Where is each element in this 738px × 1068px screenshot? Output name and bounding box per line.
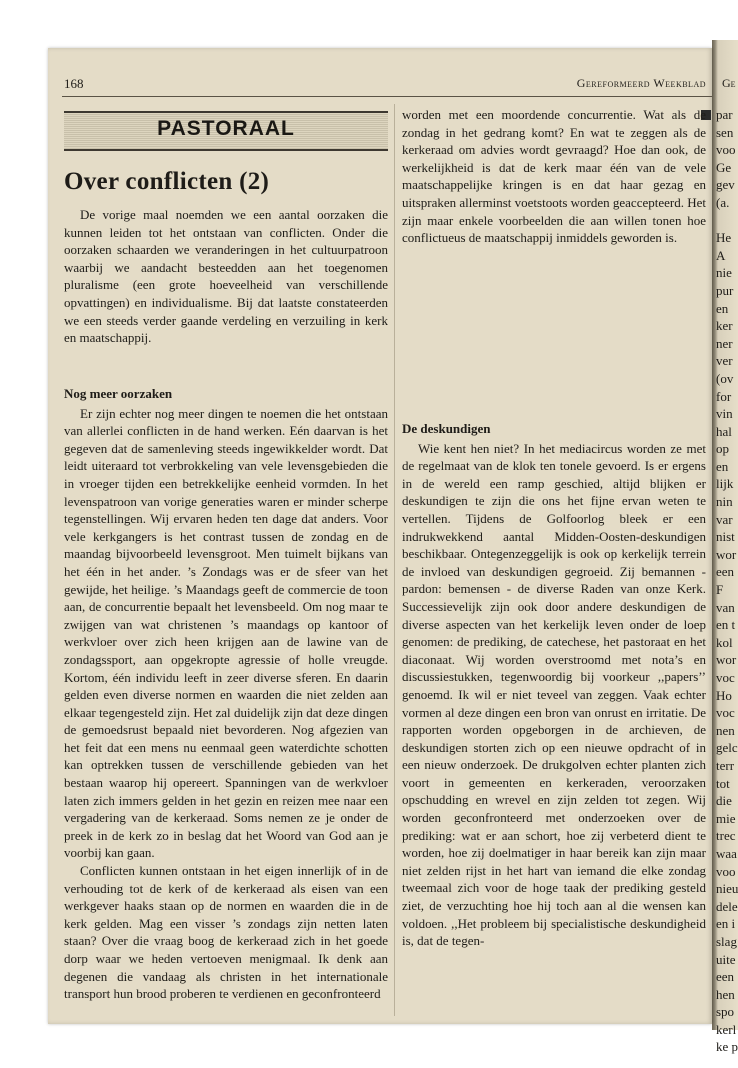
next-page-fragment: kol bbox=[716, 634, 733, 650]
next-page-fragment: voc bbox=[716, 705, 735, 721]
next-page-fragment: ver bbox=[716, 353, 733, 369]
next-page-fragment: waa bbox=[716, 845, 737, 861]
next-page-fragment: var bbox=[716, 511, 733, 527]
next-page-fragment: slag bbox=[716, 933, 737, 949]
next-page-fragment: vin bbox=[716, 406, 733, 422]
right-column bbox=[402, 420, 706, 950]
next-page-fragment: mie bbox=[716, 810, 736, 826]
next-page-fragment: for bbox=[716, 388, 732, 404]
running-head: Gereformeerd Weekblad bbox=[576, 76, 706, 90]
next-page-fragment: ner bbox=[716, 335, 733, 351]
next-page-fragment: terr bbox=[716, 757, 735, 773]
next-page-fragment: A bbox=[716, 247, 726, 263]
next-page-fragment: nieu bbox=[716, 881, 738, 897]
body-paragraph-experts: Wie kent hen niet? In het mediacircus worden ze met de regelmaat van de klok ten tonele gevoerd. Is er ergens in de wereld een ramp geschied, altijd blijken er deskundigen te zijn die ons het fijne ervan weten te vertellen. Tijdens de Golfoorlog bleek er een indrukwekkend aantal Midden-Oosten-deskundigen beschikbaar. Ontegenzeggelijk is ook op kerkelijk terrein de invloed van deskundigen gegroeid. Zij bemannen - pardon: bemensen - de diverse Raden van onze Kerk. Successievelijk zijn ook door andere deskundigen de diverse aspecten van het kerkelijk leven onder de loep genomen: de prediking, de catechese, het pastoraat en het diaconaat. Wij worden overstroomd met nota’s en discussiestukken, tegenwoordig bij voorkeur ,,papers’’ genoemd. Ik wil er niet teveel van zeggen. Vaak echter vormen al deze dingen een bron van onrust en irritatie. De rapporten worden opgeborgen in de archieven, de deskundigen storten zich op een nieuwe opdracht of in een nieuw onderzoek. De drukgolven echter planten zich voort in gemeenten en kerkeraden, veroorzaken opschudding en wrevel en zijn zelden tot zegen. Wij worden geconfronteerd met onderzoeken over de prediking: wat er aan schort, hoe zij verbeterd dient te worden, hoe zij doelmatiger in haar bereik kan zijn maar niet zelden rijst in het hart van iemand die elke zondag tweemaal zich voor de hoge taak der prediking gesteld ziet, de verzuchting hoe hij toch aan al die wensen kan voldoen. ,,Het probleem bij specialistische deskundigheid is, dat de tegen- bbox=[402, 440, 706, 949]
next-page-fragment: Ge bbox=[716, 159, 732, 175]
next-page-fragment: hen bbox=[716, 986, 735, 1002]
next-page-fragment: een bbox=[716, 564, 735, 580]
next-page-fragment: gev bbox=[716, 177, 735, 193]
subheading-more-causes: Nog meer oorzaken bbox=[64, 386, 173, 401]
next-page-fragment: op bbox=[716, 441, 729, 457]
page-number: 168 bbox=[64, 76, 84, 91]
next-page-fragment: nen bbox=[716, 722, 735, 738]
next-page-fragment: wor bbox=[716, 546, 737, 562]
next-page-fragment: en bbox=[716, 458, 729, 474]
next-page-fragment: sen bbox=[716, 124, 734, 140]
article-title: Over conflicten (2) bbox=[64, 168, 270, 195]
next-page-fragment: He bbox=[716, 230, 732, 246]
next-page-fragment: ker bbox=[716, 318, 733, 334]
next-page-fragment: ke p bbox=[716, 1039, 738, 1055]
header-rule bbox=[62, 96, 712, 97]
next-page-fragment: en t bbox=[716, 617, 736, 633]
next-page-fragment: pur bbox=[716, 282, 734, 298]
next-page-fragment: wor bbox=[716, 652, 737, 668]
next-page-fragment bbox=[716, 212, 738, 230]
next-page-fragment: tot bbox=[716, 775, 730, 791]
next-page-fragment: par bbox=[716, 107, 733, 122]
next-page-fragment: voc bbox=[716, 670, 735, 685]
next-page-fragment: Ho bbox=[716, 687, 732, 703]
next-page-fragment: (a. bbox=[716, 194, 730, 210]
next-page-fragment: en bbox=[716, 300, 729, 316]
body-paragraph: Er zijn echter nog meer dingen te noemen die het ontstaan van allerlei conflicten in de hand werken. Eén daarvan is het gegeven dat de samenleving steeds ingewikkelder wordt. Dat leidt uiteraard tot verbrokkeling van vele levensgebieden die in vroeger tijden een betrekkelijke eenheid vormden. In het levenspatroon van vorige generaties waren er minder scherpe tegenstellingen. Wij ervaren heden ten dage dat anders. Voor vele kerkgangers is het contrast tussen de zondag en de maandag bijvoorbeeld levensgroot. Men tuimelt bijkans van het één in het ander. ’s Zondags was er de sfeer van het gewijde, het heilige. ’s Maandags geeft de commercie de toon aan, de concurrentie bepaalt het levensbeeld. Om nog maar te zwijgen van wat christenen ’s maandags op kantoor of werkvloer over zich heen krijgen aan de lawine van de zondagssport, aan opgekropte agressie of holle vreugde. Kortom, één individu leeft in zeer diverse sferen. En daarin gelden even diverse normen en waarden die niet zelden aan elkaar tegengesteld zijn. Het zal duidelijk zijn dat deze dingen de gemoedsrust bepaald niet bevorderen. Nog afgezien van het feit dat een mens nu eenmaal geen waterdichte schotten kan optrekken tussen de verschillende gebieden van het bestaan waarop hij opereert. Spanningen van de werkvloer laten zich immers gelden in het gezin en reizen mee naar een vergadering van de kerkeraad. Soms nemen ze je onder de preek in de kerk zo in beslag dat het Woord van God aan je voorbij kan gaan. bbox=[64, 405, 388, 861]
next-page-fragment: voo bbox=[716, 142, 736, 158]
intro-paragraph: De vorige maal noemden we een aantal oorzaken die kunnen leiden tot het ontstaan van conflicten. Onder die oorzaken schaarden we veranderingen in het cultuurpatroon waarbij we aandacht besteedden aan het toegenomen pluralisme (een grote hoeveelheid van verschillende opvattingen) en individualisme. Bij dat laatste constateerden we een steeds verder gaande verdeling en verzuiling in kerk en maatschappij. bbox=[64, 207, 388, 346]
next-page-fragment: F bbox=[716, 582, 724, 598]
next-page-fragment: die bbox=[716, 793, 732, 809]
next-page-fragment: hal bbox=[716, 423, 732, 439]
next-page-fragment: voo bbox=[716, 863, 736, 879]
next-page-fragment: spo bbox=[716, 1004, 735, 1020]
next-page-fragment: en i bbox=[716, 916, 736, 932]
next-page-running-head: Gе bbox=[722, 76, 736, 90]
next-page-fragment: uite bbox=[716, 951, 736, 967]
column-divider bbox=[394, 104, 395, 1016]
section-banner bbox=[64, 111, 388, 151]
next-page-fragment: nist bbox=[716, 529, 735, 545]
next-page-fragment: nie bbox=[716, 265, 732, 281]
next-page-fragment: nin bbox=[716, 494, 733, 510]
body-paragraph-continued: Conflicten kunnen ontstaan in het eigen innerlijk of in de verhouding tot de kerk of de kerkeraad als eisen van een werkgever haaks staan op de normen en waarden die in de kerk gelden. Mag een visser ’s zondags zijn netten laten staan? Over die vraag boog de kerkeraad zich in het goede dorp waar we heden vertoeven menigmaal. Ik denk aan degenen die vandaag als christen in het internationale transport hun brood proberen te verdienen en geconfronteerd bbox=[64, 863, 388, 1002]
subheading-experts: De deskundigen bbox=[402, 421, 491, 436]
next-page-fragment: trec bbox=[716, 828, 736, 844]
right-column-top bbox=[402, 106, 706, 247]
next-page-fragment: een bbox=[716, 969, 735, 985]
next-page-fragment: (ov bbox=[716, 370, 734, 386]
next-page-fragment: dele bbox=[716, 898, 738, 914]
body-paragraph-continued-part-2: worden met een moordende concurrentie. Wat als de zondag in het gedrang komt? En wat te zeggen als de kerkeraad om advies wordt gevraagd? Hoe dan ook, de werkelijkheid is dat de kerk maar één van de vele maatschappelijke kringen is en dat haar gezag en uitspraken allerminst voetstoots worden geaccepteerd. Het zijn maar enkele voorbeelden die aan willen tonen hoe conflictueus de maatschappij inmiddels geworden is. bbox=[402, 107, 706, 246]
intro-column bbox=[64, 206, 388, 347]
left-column bbox=[64, 385, 388, 1003]
section-title: PASTORAAL bbox=[157, 117, 295, 140]
next-page-fragment: lijk bbox=[716, 476, 734, 492]
next-page-column bbox=[716, 106, 738, 1055]
next-page-fragment: van bbox=[716, 599, 735, 615]
next-page-fragment: kerl bbox=[716, 1021, 737, 1037]
next-page-fragment: gelc bbox=[716, 740, 738, 756]
